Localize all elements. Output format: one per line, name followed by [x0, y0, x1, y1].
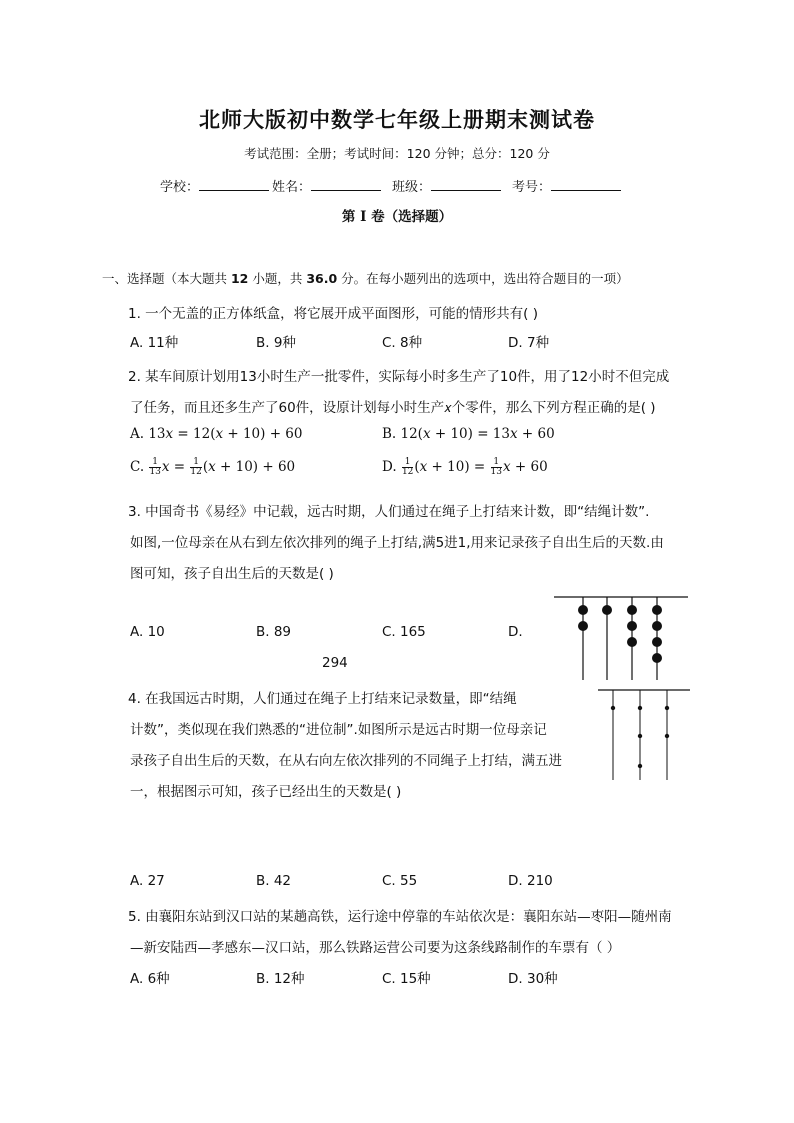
q3-stem-line3: 图可知，孩子自出生后的天数是( ) — [130, 566, 334, 582]
class-label: 班级： — [392, 180, 432, 195]
q1-option-c[interactable]: C. 8种 — [382, 335, 423, 351]
school-field[interactable] — [160, 176, 269, 195]
q5-option-b[interactable]: B. 12种 — [256, 971, 305, 987]
q3-option-d[interactable]: D. — [508, 624, 523, 640]
q2-option-a[interactable]: A. 13𝑥 = 12(𝑥 + 10) + 60 — [130, 426, 303, 442]
section-heading: 一、选择题（本大题共 12 小题，共 36.0 分。在每小题列出的选项中，选出符合题目的一项） — [102, 271, 629, 286]
name-blank[interactable] — [311, 178, 381, 191]
page-title: 北师大版初中数学七年级上册期末测试卷 — [199, 107, 595, 132]
q1-option-a[interactable]: A. 11种 — [130, 335, 179, 351]
name-label: 姓名： — [272, 180, 312, 195]
q3-option-b[interactable]: B. 89 — [256, 624, 292, 640]
q2-option-c[interactable]: C. $\frac{1}{13}$ 𝑥 = $\frac{1}{12}$ (𝑥 + 10) + 60 — [130, 457, 296, 477]
q4-option-b[interactable]: B. 42 — [256, 873, 292, 889]
q4-knot-figure — [596, 686, 692, 782]
class-field[interactable] — [392, 176, 501, 195]
q2-stem-line2: 了任务，而且还多生产了60件，设原计划每小时生产𝑥个零件，那么下列方程正确的是( ) — [130, 400, 656, 416]
q3-knot-figure — [550, 592, 692, 684]
q4-stem-line3: 录孩子自出生后的天数，在从右向左依次排列的不同绳子上打结，满五进 — [130, 753, 562, 769]
volume-heading: 第 I 卷（选择题） — [341, 209, 453, 225]
q3-option-d-value: 294 — [322, 655, 348, 671]
school-blank[interactable] — [199, 178, 269, 191]
q3-option-a[interactable]: A. 10 — [130, 624, 165, 640]
q5-option-d[interactable]: D. 30种 — [508, 971, 558, 987]
exam-subtitle: 考试范围：全册；考试时间：120 分钟；总分：120 分 — [244, 146, 550, 161]
q4-option-c[interactable]: C. 55 — [382, 873, 418, 889]
name-field[interactable] — [272, 176, 381, 195]
q5-option-c[interactable]: C. 15种 — [382, 971, 431, 987]
id-blank[interactable] — [551, 178, 621, 191]
q1-option-d[interactable]: D. 7种 — [508, 335, 550, 351]
q5-stem-line1: 5. 由襄阳东站到汉口站的某趟高铁，运行途中停靠的车站依次是：襄阳东站—枣阳—随州南 — [128, 909, 672, 925]
q1-option-b[interactable]: B. 9种 — [256, 335, 296, 351]
school-label: 学校： — [160, 180, 200, 195]
q3-option-c[interactable]: C. 165 — [382, 624, 426, 640]
q2-option-d[interactable]: D. $\frac{1}{12}$ (𝑥 + 10) = $\frac{1}{13}$ 𝑥 + 60 — [382, 457, 548, 477]
q2-stem-line1: 2. 某车间原计划用13小时生产一批零件，实际每小时多生产了10件，用了12小时不但完成 — [128, 369, 670, 385]
class-blank[interactable] — [431, 178, 501, 191]
q4-stem-line4: 一，根据图示可知，孩子已经出生的天数是( ) — [130, 784, 402, 800]
q5-stem-line2: —新安陆西—孝感东—汉口站，那么铁路运营公司要为这条线路制作的车票有（ ） — [130, 940, 621, 956]
q4-stem-line1: 4. 在我国远古时期，人们通过在绳子上打结来记录数量，即“结绳 — [128, 691, 517, 707]
q3-stem-line2: 如图,一位母亲在从右到左依次排列的绳子上打结,满5进1,用来记录孩子自出生后的天数.由 — [130, 535, 664, 551]
q2-option-b[interactable]: B. 12(𝑥 + 10) = 13𝑥 + 60 — [382, 426, 555, 442]
q4-option-a[interactable]: A. 27 — [130, 873, 165, 889]
q4-option-d[interactable]: D. 210 — [508, 873, 553, 889]
q3-stem-line1: 3. 中国奇书《易经》中记载，远古时期，人们通过在绳子上打结来计数，即“结绳计数”. — [128, 504, 650, 520]
q4-stem-line2: 计数”，类似现在我们熟悉的“进位制”.如图所示是远古时期一位母亲记 — [130, 722, 547, 738]
q5-option-a[interactable]: A. 6种 — [130, 971, 170, 987]
id-label: 考号： — [512, 180, 552, 195]
q1-stem: 1. 一个无盖的正方体纸盒，将它展开成平面图形，可能的情形共有( ) — [128, 306, 538, 322]
id-field[interactable] — [512, 176, 621, 195]
